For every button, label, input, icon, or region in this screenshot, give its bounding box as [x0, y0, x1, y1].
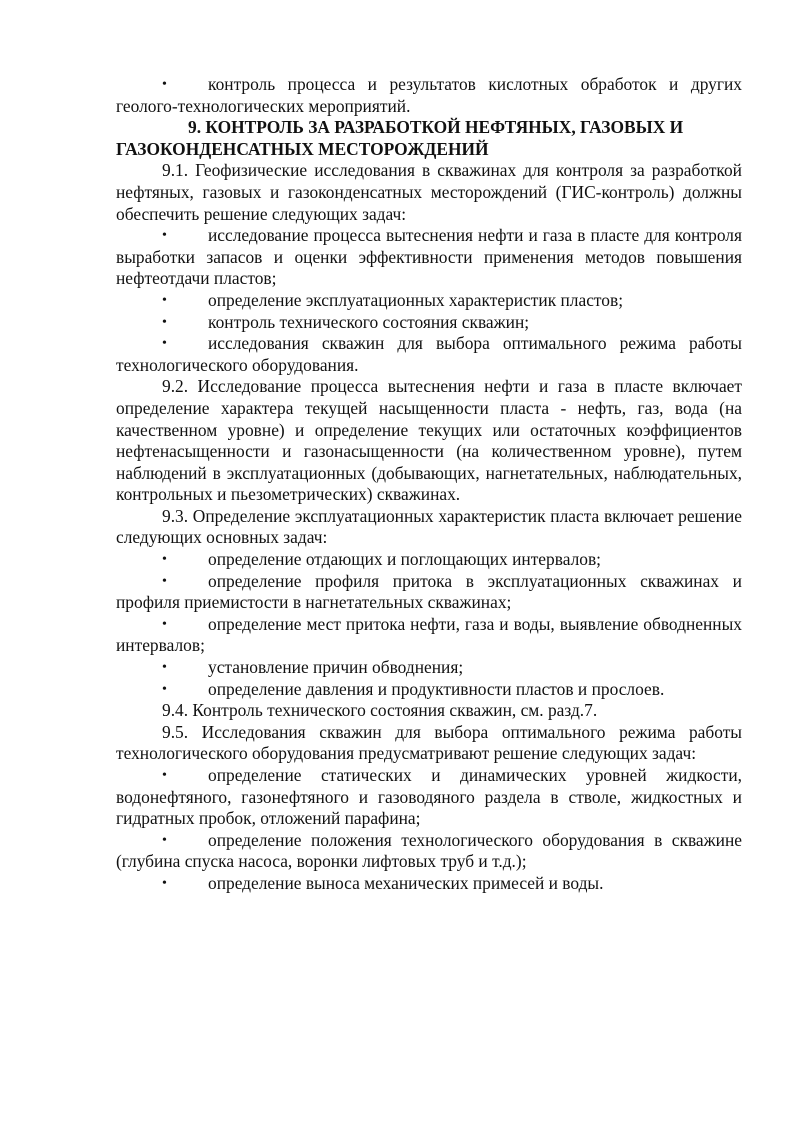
- document-page: [116, 74, 742, 895]
- bullet-icon: •: [162, 77, 167, 92]
- bullet-text: контроль технического состояния скважин;: [208, 311, 530, 332]
- bullet-text: определение профиля притока в эксплуатационных скважинах и профиля приемистости в нагнетательных скважинах;: [116, 570, 742, 613]
- bullet-text: исследование процесса вытеснения нефти и газа в пласте для контроля выработки запасов и оценки эффективности применения методов повышения нефтеотдачи пластов;: [116, 225, 742, 289]
- bullet-text: определение мест притока нефти, газа и воды, выявление обводненных интервалов;: [116, 613, 742, 656]
- paragraph: 9.5. Исследования скважин для выбора оптимального режима работы технологического оборудования предусматривают решение следующих задач:: [116, 721, 742, 764]
- bullet-icon: •: [162, 292, 167, 308]
- bullet-text: контроль процесса и результатов кислотных обработок и других геолого-технологических мероприятий.: [116, 74, 742, 116]
- bullet-item: [116, 312, 742, 334]
- bullet-text: исследования скважин для выбора оптимального режима работы технологического оборудования.: [116, 333, 742, 375]
- bullet-icon: •: [162, 573, 167, 589]
- bullet-item: [116, 571, 742, 614]
- bullet-text: установление причин обводнения;: [208, 657, 464, 678]
- bullet-item: [116, 830, 742, 873]
- bullet-icon: •: [162, 768, 167, 783]
- bullet-text: определение отдающих и поглощающих интервалов;: [208, 549, 601, 570]
- bullet-icon: •: [162, 875, 167, 891]
- bullet-text: определение статических и динамических уровней жидкости, водонефтяного, газонефтяного и газоводяного раздела в стволе, жидкостных и гидратных пробок, отложений парафина;: [116, 765, 742, 829]
- paragraph: 9.2. Исследование процесса вытеснения нефти и газа в пласте включает определение характера текущей насыщенности пласта - нефть, газ, вода (на качественном уровне) и определение текущих или остаточных коэффициентов нефтенасыщенности и газонасыщенности (на количественном уровне), путем наблюдений в эксплуатационных (добывающих, нагнетательных, наблюдательных, контрольных и пьезометрических) скважинах.: [116, 376, 742, 505]
- bullet-icon: •: [162, 552, 167, 568]
- paragraph: 9.3. Определение эксплуатационных характеристик пласта включает решение следующих основных задач:: [116, 505, 742, 548]
- paragraph: 9.4. Контроль технического состояния скважин, см. разд.7.: [162, 700, 598, 721]
- bullet-text: определение давления и продуктивности пластов и прослоев.: [208, 678, 665, 699]
- bullet-item: [116, 657, 742, 679]
- bullet-text: определение выноса механических примесей и воды.: [208, 872, 604, 893]
- bullet-text: определение эксплуатационных характеристик пластов;: [208, 289, 624, 310]
- bullet-icon: •: [162, 660, 167, 676]
- bullet-item: [116, 333, 742, 376]
- bullet-text: определение положения технологического оборудования в скважине (глубина спуска насоса, воронки лифтовых труб и т.д.);: [116, 829, 742, 872]
- bullet-icon: •: [162, 681, 167, 697]
- bullet-icon: •: [162, 616, 167, 632]
- bullet-item: [116, 765, 742, 830]
- section-heading: 9. КОНТРОЛЬ ЗА РАЗРАБОТКОЙ НЕФТЯНЫХ, ГАЗОВЫХ И ГАЗОКОНДЕНСАТНЫХ МЕСТОРОЖДЕНИЙ: [116, 117, 684, 159]
- bullet-icon: •: [162, 314, 167, 330]
- bullet-item: [116, 614, 742, 657]
- paragraph: 9.1. Геофизические исследования в скважинах для контроля за разработкой нефтяных, газовых и газоконденсатных месторождений (ГИС-контроль) должны обеспечить решение следующих задач:: [116, 160, 742, 224]
- bullet-item: [116, 74, 742, 117]
- bullet-icon: •: [162, 832, 167, 848]
- bullet-item: [116, 679, 742, 701]
- bullet-item: [116, 290, 742, 312]
- bullet-item: [116, 549, 742, 571]
- bullet-icon: •: [162, 336, 167, 352]
- bullet-item: [116, 873, 742, 895]
- bullet-icon: •: [162, 228, 167, 244]
- bullet-item: [116, 225, 742, 290]
